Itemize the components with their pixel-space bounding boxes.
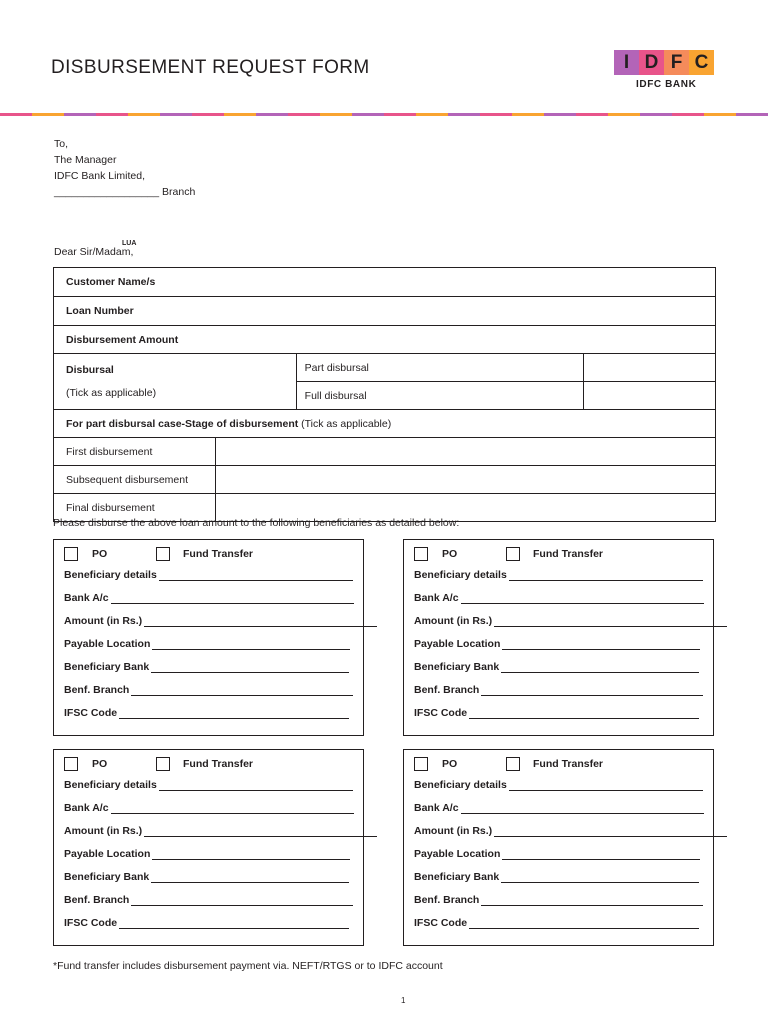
beneficiary-field-input[interactable] xyxy=(159,780,353,791)
beneficiary-field xyxy=(414,894,703,906)
fund-transfer-label: Fund Transfer xyxy=(533,758,604,770)
table-row xyxy=(54,326,716,354)
beneficiary-field-label: Payable Location xyxy=(64,848,151,860)
address-line: The Manager xyxy=(54,154,117,166)
beneficiary-field-input[interactable] xyxy=(469,918,699,929)
table-row xyxy=(54,438,716,466)
beneficiary-field xyxy=(414,592,704,604)
logo-letter-i: I xyxy=(614,50,639,75)
beneficiary-field-label: Bank A/c xyxy=(414,802,459,814)
beneficiary-field-label: Amount (in Rs.) xyxy=(64,615,143,627)
beneficiary-field-input[interactable] xyxy=(111,593,354,604)
beneficiary-field-label: Beneficiary Bank xyxy=(64,661,150,673)
address-line: To, xyxy=(54,138,69,150)
fund-transfer-label: Fund Transfer xyxy=(183,758,254,770)
po-checkbox[interactable] xyxy=(64,547,78,561)
beneficiary-field xyxy=(414,848,700,860)
beneficiary-field-label: Benf. Branch xyxy=(64,894,130,906)
beneficiary-field-label: Bank A/c xyxy=(414,592,459,604)
beneficiary-field-label: Amount (in Rs.) xyxy=(414,825,493,837)
beneficiary-field xyxy=(414,825,727,837)
beneficiary-field xyxy=(64,661,349,673)
footnote: *Fund transfer includes disbursement payment via. NEFT/RTGS or to IDFC account xyxy=(53,960,443,972)
disbursal-label: Disbursal xyxy=(66,364,114,376)
beneficiary-field-label: Beneficiary Bank xyxy=(414,871,500,883)
po-checkbox[interactable] xyxy=(64,757,78,771)
table-row xyxy=(54,410,716,438)
logo-caption: IDFC BANK xyxy=(636,79,697,90)
page-title: DISBURSEMENT REQUEST FORM xyxy=(51,57,370,78)
beneficiary-field-label: Benf. Branch xyxy=(414,894,480,906)
beneficiary-field-label: Beneficiary details xyxy=(414,779,507,791)
beneficiary-field-label: IFSC Code xyxy=(414,707,468,719)
beneficiary-box xyxy=(53,539,364,736)
beneficiary-field-label: IFSC Code xyxy=(414,917,468,929)
branch-line[interactable]: __________________ Branch xyxy=(54,186,196,198)
beneficiary-box xyxy=(53,749,364,946)
disbursement-amount-field[interactable]: Disbursement Amount xyxy=(54,326,716,354)
beneficiary-field xyxy=(414,779,703,791)
beneficiary-field-label: Benf. Branch xyxy=(64,684,130,696)
beneficiary-field-label: Amount (in Rs.) xyxy=(64,825,143,837)
stage-tick-subsequent[interactable] xyxy=(215,466,715,494)
beneficiary-field-input[interactable] xyxy=(151,872,349,883)
beneficiary-field-label: Beneficiary details xyxy=(414,569,507,581)
beneficiary-field-label: Payable Location xyxy=(64,638,151,650)
beneficiary-field xyxy=(64,615,377,627)
beneficiary-field xyxy=(414,638,700,650)
beneficiary-field-input[interactable] xyxy=(144,616,377,627)
beneficiary-field xyxy=(64,917,349,929)
beneficiary-field-input[interactable] xyxy=(144,826,377,837)
stage-heading xyxy=(54,410,716,438)
beneficiary-field-label: Beneficiary Bank xyxy=(64,871,150,883)
beneficiary-field-input[interactable] xyxy=(469,708,699,719)
beneficiary-field-input[interactable] xyxy=(509,780,703,791)
beneficiary-field-input[interactable] xyxy=(131,895,353,906)
full-disbursal-tick[interactable] xyxy=(584,382,716,410)
salutation: Dear Sir/Madam, xyxy=(54,246,134,258)
po-checkbox[interactable] xyxy=(414,547,428,561)
fund-transfer-checkbox[interactable] xyxy=(506,547,520,561)
beneficiary-field xyxy=(64,825,377,837)
beneficiary-field-label: Payable Location xyxy=(414,848,501,860)
beneficiary-field-input[interactable] xyxy=(159,570,353,581)
loan-number-field[interactable]: Loan Number xyxy=(54,297,716,326)
fund-transfer-checkbox[interactable] xyxy=(156,757,170,771)
beneficiary-field xyxy=(414,802,704,814)
beneficiary-field-input[interactable] xyxy=(494,826,727,837)
part-disbursal-label: Part disbursal xyxy=(296,354,584,382)
fund-transfer-checkbox[interactable] xyxy=(506,757,520,771)
beneficiary-field xyxy=(64,592,354,604)
beneficiary-field-input[interactable] xyxy=(481,895,703,906)
po-label: PO xyxy=(442,548,458,560)
page-number: 1 xyxy=(401,996,406,1005)
beneficiary-field-input[interactable] xyxy=(501,872,699,883)
po-checkbox[interactable] xyxy=(414,757,428,771)
beneficiary-field-label: Amount (in Rs.) xyxy=(414,615,493,627)
beneficiary-field-input[interactable] xyxy=(494,616,727,627)
beneficiary-field-input[interactable] xyxy=(152,639,350,650)
beneficiary-field-label: Bank A/c xyxy=(64,592,109,604)
address-block xyxy=(54,136,195,200)
logo-letter-d: D xyxy=(639,50,664,75)
table-row xyxy=(54,466,716,494)
beneficiary-field-label: Payable Location xyxy=(414,638,501,650)
stage-heading-text: For part disbursal case-Stage of disbursement xyxy=(66,417,299,430)
disbursal-cell xyxy=(54,354,297,410)
table-row xyxy=(54,297,716,326)
customer-name-field[interactable]: Customer Name/s xyxy=(54,268,716,297)
beneficiary-field-label: Beneficiary details xyxy=(64,569,157,581)
stage-heading-note: (Tick as applicable) xyxy=(298,417,392,430)
table-row xyxy=(54,354,716,382)
fund-transfer-label: Fund Transfer xyxy=(183,548,254,560)
beneficiary-box xyxy=(403,539,714,736)
stage-tick-first[interactable] xyxy=(215,438,715,466)
beneficiary-field-label: Bank A/c xyxy=(64,802,109,814)
logo-letter-f: F xyxy=(664,50,689,75)
tick-note: (Tick as applicable) xyxy=(66,387,157,399)
stage-label: Subsequent disbursement xyxy=(54,466,216,494)
beneficiary-field-label: IFSC Code xyxy=(64,707,118,719)
beneficiary-field-label: Beneficiary details xyxy=(64,779,157,791)
beneficiary-field xyxy=(64,894,353,906)
beneficiary-field-input[interactable] xyxy=(111,803,354,814)
beneficiary-field-input[interactable] xyxy=(119,918,349,929)
beneficiary-field-input[interactable] xyxy=(131,685,353,696)
stage-label: Final disbursement xyxy=(54,494,216,522)
beneficiary-field-input[interactable] xyxy=(501,662,699,673)
beneficiary-field-label: IFSC Code xyxy=(64,917,118,929)
beneficiary-field xyxy=(414,569,703,581)
beneficiary-field-input[interactable] xyxy=(481,685,703,696)
loan-details-table xyxy=(53,267,716,522)
beneficiary-field xyxy=(64,569,353,581)
beneficiary-field xyxy=(414,615,727,627)
full-disbursal-label: Full disbursal xyxy=(296,382,584,410)
beneficiary-instruction: Please disburse the above loan amount to the following beneficiaries as detailed below: xyxy=(53,517,460,529)
beneficiary-field-input[interactable] xyxy=(502,639,700,650)
header-divider xyxy=(0,113,768,116)
beneficiary-field-input[interactable] xyxy=(151,662,349,673)
beneficiary-field-input[interactable] xyxy=(119,708,349,719)
beneficiary-field xyxy=(64,848,350,860)
beneficiary-field xyxy=(64,707,349,719)
beneficiary-field xyxy=(64,802,354,814)
beneficiary-field-label: Beneficiary Bank xyxy=(414,661,500,673)
stage-label: First disbursement xyxy=(54,438,216,466)
beneficiary-field xyxy=(64,684,353,696)
logo-letter-c: C xyxy=(689,50,714,75)
beneficiary-field-label: Benf. Branch xyxy=(414,684,480,696)
address-line: IDFC Bank Limited, xyxy=(54,170,146,182)
beneficiary-field xyxy=(64,638,350,650)
table-row xyxy=(54,268,716,297)
beneficiary-field xyxy=(414,684,703,696)
idfc-logo xyxy=(614,50,714,75)
beneficiary-field xyxy=(64,871,349,883)
beneficiary-field-input[interactable] xyxy=(152,849,350,860)
fund-transfer-label: Fund Transfer xyxy=(533,548,604,560)
beneficiary-field-input[interactable] xyxy=(509,570,703,581)
beneficiary-field xyxy=(64,779,353,791)
beneficiary-field-input[interactable] xyxy=(461,593,704,604)
beneficiary-field-input[interactable] xyxy=(461,803,704,814)
salutation-mark: LUA xyxy=(122,240,137,247)
beneficiary-field xyxy=(414,917,699,929)
beneficiary-box xyxy=(403,749,714,946)
po-label: PO xyxy=(442,758,458,770)
beneficiary-field xyxy=(414,707,699,719)
part-disbursal-tick[interactable] xyxy=(584,354,716,382)
fund-transfer-checkbox[interactable] xyxy=(156,547,170,561)
beneficiary-field xyxy=(414,871,699,883)
beneficiary-field-input[interactable] xyxy=(502,849,700,860)
beneficiary-field xyxy=(414,661,699,673)
po-label: PO xyxy=(92,758,108,770)
po-label: PO xyxy=(92,548,108,560)
